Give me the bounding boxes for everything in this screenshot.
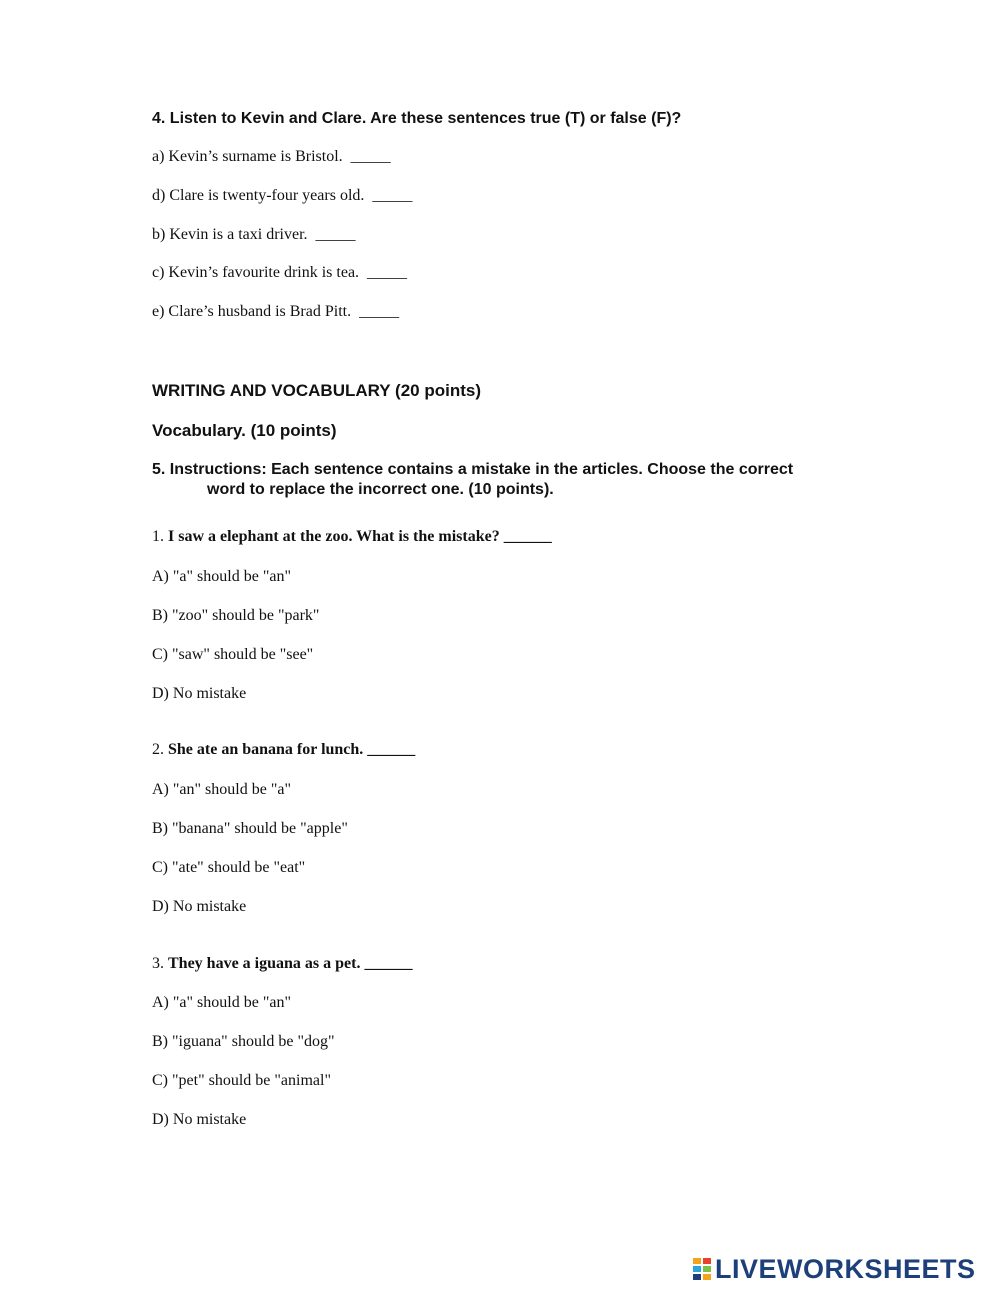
logo-icon-cell [692,1273,702,1281]
q5-1-option-b: B) "zoo" should be "park" [152,607,320,624]
logo-icon-cell [702,1265,712,1273]
question-number: 1. [152,528,168,545]
question-stem: She ate an banana for lunch. ______ [168,741,416,758]
q5-instruction [152,460,852,500]
liveworksheets-logo-icon [692,1257,712,1281]
q5-instruction-line1: 5. Instructions: Each sentence contains a mistake in the articles. Choose the correct [152,461,794,478]
q4-item-d: d) Clare is twenty-four years old. _____ [152,187,413,204]
logo-icon-cell [702,1257,712,1265]
q5-2-option-d: D) No mistake [152,898,247,915]
liveworksheets-logo-text: LIVEWORKSHEETS [715,1254,976,1284]
question-number: 2. [152,741,168,758]
q5-2-option-a: A) "an" should be "a" [152,781,291,798]
q5-3-option-c: C) "pet" should be "animal" [152,1072,331,1089]
question-stem: They have a iguana as a pet. ______ [168,955,413,972]
q4-item-c: c) Kevin’s favourite drink is tea. _____ [152,264,408,281]
q5-3-option-a: A) "a" should be "an" [152,994,291,1011]
q5-1-option-d: D) No mistake [152,685,247,702]
liveworksheets-logo[interactable] [692,1254,976,1284]
logo-icon-cell [692,1265,702,1273]
vocabulary-section-title: Vocabulary. (10 points) [152,421,337,440]
q5-1-option-a: A) "a" should be "an" [152,568,291,585]
q4-item-e: e) Clare’s husband is Brad Pitt. _____ [152,303,400,320]
writing-section-title: WRITING AND VOCABULARY (20 points) [152,381,481,400]
q5-2-option-c: C) "ate" should be "eat" [152,859,306,876]
q5-3-option-b: B) "iguana" should be "dog" [152,1033,335,1050]
question-number: 3. [152,955,168,972]
q5-question-3 [152,954,412,974]
logo-icon-cell [692,1257,702,1265]
q5-question-2 [152,740,415,760]
question-stem: I saw a elephant at the zoo. What is the mistake? ______ [168,528,552,545]
logo-icon-cell [702,1273,712,1281]
q5-instruction-line2: word to replace the incorrect one. (10 points). [207,481,554,498]
q5-question-1 [152,527,552,547]
q5-3-option-d: D) No mistake [152,1111,247,1128]
q4-item-b: b) Kevin is a taxi driver. _____ [152,226,356,243]
q5-1-option-c: C) "saw" should be "see" [152,646,314,663]
q5-2-option-b: B) "banana" should be "apple" [152,820,348,837]
q4-item-a: a) Kevin’s surname is Bristol. _____ [152,148,391,165]
q4-heading: 4. Listen to Kevin and Clare. Are these sentences true (T) or false (F)? [152,110,682,127]
